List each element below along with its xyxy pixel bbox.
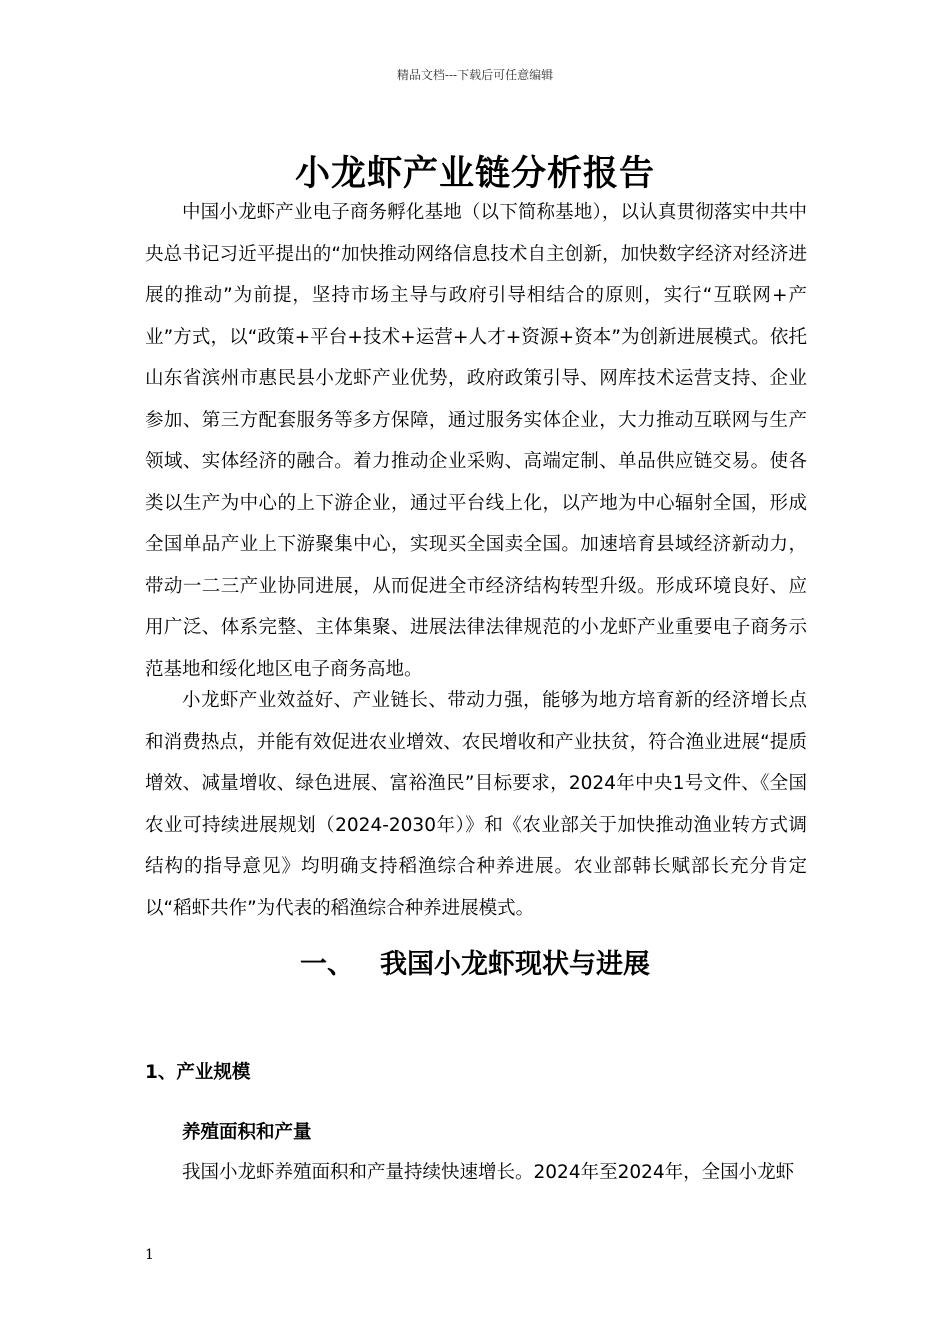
page-header: 精品文档---下载后可任意编辑 bbox=[396, 68, 554, 82]
paragraph-intro-text: 中国小龙虾产业电子商务孵化基地（以下简称基地），以认真贯彻落实中共中央总书记习近平提出的“加快推动网络信息技术自主创新，加快数字经济对经济进展的推动”为前提，坚持市场主导与政府引导相结合的原则，实行“互联网+产业”方式，以“政策+平台+技术+运营+人才+资源+资本”为创新进展模式。依托山东省滨州市惠民县小龙虾产业优势，政府政策引导、网库技术运营支持、企业参加、第三方配套服务等多方保障，通过服务实体企业，大力推动互联网与生产领域、实体经济的融合。着力推动企业采购、高端定制、单品供应链交易。使各类以生产为中心的上下游企业，通过平台线上化，以产地为中心辐射全国，形成全国单品产业上下游聚集中心，实现买全国卖全国。加速培育县域经济新动力，带动一二三产业协同进展，从而促进全市经济结构转型升级。形成环境良好、应用广泛、体系完整、主体集聚、进展法律法律规范的小龙虾产业重要电子商务示范基地和绥化地区电子商务高地。 bbox=[145, 202, 807, 680]
paragraph-benefits-text: 小龙虾产业效益好、产业链长、带动力强，能够为地方培育新的经济增长点和消费热点，并能有效促进农业增效、农民增收和产业扶贫，符合渔业进展“提质增效、减量增收、绿色进展、富裕渔民”目标要求，2024年中央1号文件、《全国农业可持续进展规划（2024-2030年）》和《农业部关于加快推动渔业转方式调结构的指导意见》均明确支持稻渔综合种养进展。农业部韩长赋部长充分肯定以“稻虾共作”为代表的稻渔综合种养进展模式。 bbox=[145, 690, 807, 919]
subsubsection-heading: 养殖面积和产量 bbox=[182, 1122, 312, 1143]
section-heading bbox=[0, 942, 950, 981]
section-number: 一、 bbox=[300, 949, 354, 980]
paragraph-intro bbox=[145, 192, 807, 690]
paragraph-scale bbox=[145, 1152, 807, 1194]
section-title: 我国小龙虾现状与进展 bbox=[380, 949, 650, 980]
subsection-heading: 1、产业规模 bbox=[145, 1062, 251, 1083]
paragraph-benefits bbox=[145, 680, 807, 929]
page-number: 1 bbox=[145, 1247, 154, 1263]
document-title: 小龙虾产业链分析报告 bbox=[294, 154, 655, 194]
paragraph-scale-text: 我国小龙虾养殖面积和产量持续快速增长。2024年至2024年，全国小龙虾 bbox=[182, 1162, 795, 1183]
